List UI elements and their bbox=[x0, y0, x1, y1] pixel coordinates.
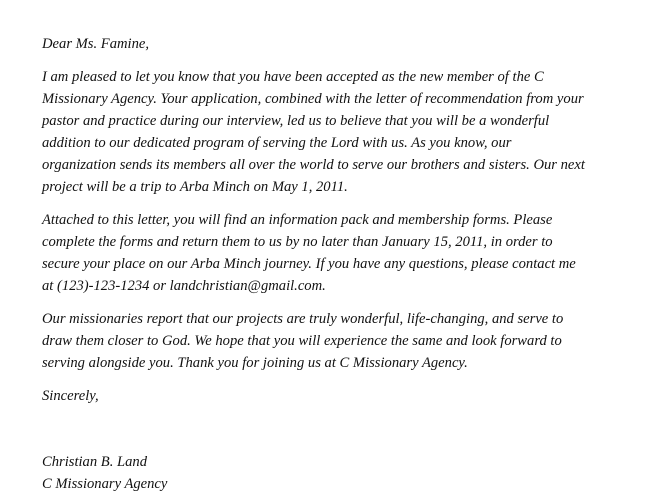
paragraph-line: organization sends its members all over the world to serve our brothers and sisters. Our next bbox=[42, 157, 585, 173]
paragraph-line: secure your place on our Arba Minch journey. If you have any questions, please contact me bbox=[42, 256, 576, 272]
paragraph-line: Our missionaries report that our projects are truly wonderful, life-changing, and serve to bbox=[42, 311, 564, 327]
paragraph-line: serving alongside you. Thank you for joining us at C Missionary Agency. bbox=[42, 355, 468, 371]
paragraph-line: at (123)-123-1234 or landchristian@gmail.com. bbox=[42, 278, 326, 294]
paragraph-line: draw them closer to God. We hope that you will experience the same and look forward to bbox=[42, 333, 562, 349]
paragraph-line: addition to our dedicated program of serving the Lord with us. As you know, our bbox=[42, 135, 512, 151]
paragraph-line: Missionary Agency. Your application, combined with the letter of recommendation from your bbox=[42, 91, 584, 107]
paragraph-line: pastor and practice during our interview, led us to believe that you will be a wonderful bbox=[42, 113, 550, 129]
paragraph-line: project will be a trip to Arba Minch on May 1, 2011. bbox=[42, 179, 348, 195]
paragraph-line: Attached to this letter, you will find an information pack and membership forms. Please bbox=[42, 212, 553, 228]
signature-name: Christian B. Land bbox=[42, 454, 148, 470]
letter-body bbox=[42, 33, 648, 495]
salutation: Dear Ms. Famine, bbox=[42, 36, 150, 52]
paragraph-line: complete the forms and return them to us by no later than January 15, 2011, in order to bbox=[42, 234, 553, 250]
signature-organization: C Missionary Agency bbox=[42, 476, 168, 492]
paragraph-line: I am pleased to let you know that you have been accepted as the new member of the C bbox=[42, 69, 544, 85]
paragraph-attachments bbox=[42, 209, 648, 297]
paragraph-closing-remarks bbox=[42, 308, 648, 374]
paragraph-acceptance bbox=[42, 66, 648, 198]
closing: Sincerely, bbox=[42, 388, 99, 404]
